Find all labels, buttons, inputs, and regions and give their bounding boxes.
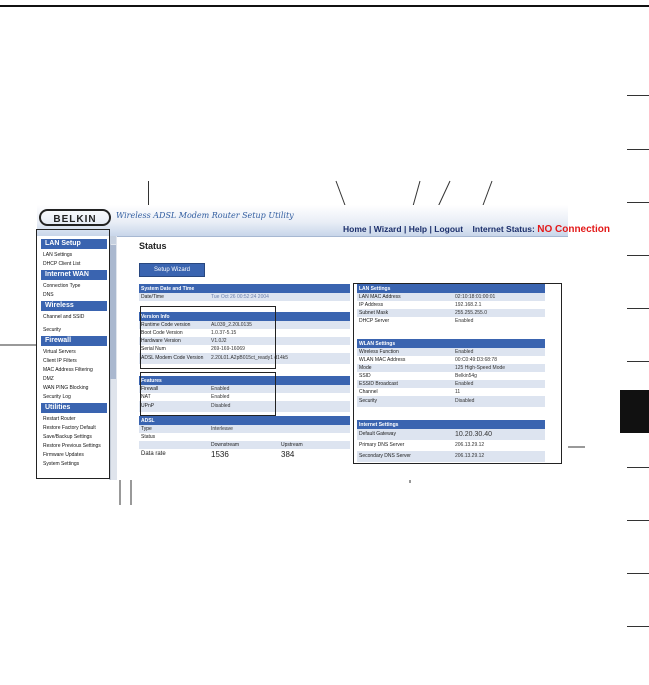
row-value: V1.0J2 xyxy=(209,337,350,345)
row-label: Status xyxy=(141,434,156,440)
sidebar-item-lan-settings[interactable]: LAN Settings xyxy=(43,252,73,258)
sidebar-item-dns[interactable]: DNS xyxy=(43,292,54,298)
table-header: Features xyxy=(139,376,350,385)
table-header: Internet Settings xyxy=(357,420,545,429)
row-label: Security xyxy=(357,396,453,407)
features-callout-frame xyxy=(140,372,276,416)
network-info-callout-frame xyxy=(353,283,562,464)
sidebar-item-connection-type[interactable]: Connection Type xyxy=(43,283,81,289)
version-info-callout-frame xyxy=(140,306,276,369)
row-value: 125 High-Speed Mode xyxy=(453,364,545,372)
row-label: ESSID Broadcast xyxy=(357,380,453,388)
data-rate-upstream: 384 xyxy=(281,450,295,459)
sidebar-item-channel-ssid[interactable]: Channel and SSID xyxy=(43,314,85,320)
row-value xyxy=(209,433,350,441)
row-value: Disabled xyxy=(209,401,350,412)
row-label: Runtime Code version xyxy=(139,321,209,329)
row-value: Enabled xyxy=(453,380,545,388)
row-label: Secondary DNS Server xyxy=(357,451,453,462)
row-value: Enabled xyxy=(455,318,474,324)
nav-separator: | xyxy=(429,224,432,234)
sidebar-section-firewall[interactable]: Firewall xyxy=(41,336,107,346)
row-value: 10.20.30.40 xyxy=(453,429,545,440)
row-value: 11 xyxy=(455,389,461,395)
row-label: ADSL Modem Code Version xyxy=(139,353,209,364)
page-title: Status xyxy=(139,241,167,251)
belkin-logo: BELKIN xyxy=(39,209,111,226)
row-value: Enabled xyxy=(211,394,230,400)
row-value: Enabled xyxy=(209,385,350,393)
row-label: UPnP xyxy=(139,401,209,412)
sidebar-item-restart-router[interactable]: Restart Router xyxy=(43,416,76,422)
nav-logout-link[interactable]: Logout xyxy=(434,224,464,234)
data-rate-label: Data rate xyxy=(141,451,166,457)
sidebar-section-utilities[interactable]: Utilities xyxy=(41,403,107,413)
table-header: ADSL xyxy=(139,416,350,425)
row-label: DHCP Server xyxy=(359,318,390,324)
row-label: NAT xyxy=(141,394,151,400)
nav-separator: | xyxy=(369,224,372,234)
row-label: Date/Time xyxy=(139,293,209,301)
sidebar-item-wan-ping-blocking[interactable]: WAN PING Blocking xyxy=(43,385,89,391)
row-label: Type xyxy=(139,425,209,433)
row-label: Channel xyxy=(359,389,378,395)
sidebar-item-restore-factory-default[interactable]: Restore Factory Default xyxy=(43,425,96,431)
table-header: Version Info xyxy=(139,312,350,321)
row-label: LAN MAC Address xyxy=(357,293,453,301)
row-label: Primary DNS Server xyxy=(359,442,405,448)
sidebar-item-virtual-servers[interactable]: Virtual Servers xyxy=(43,349,76,355)
sidebar-item-security-log[interactable]: Security Log xyxy=(43,394,71,400)
top-navigation xyxy=(343,224,610,235)
app-title: Wireless ADSL Modem Router Setup Utility xyxy=(116,211,294,220)
row-value: 269-169-16069 xyxy=(211,346,245,352)
row-label: WLAN MAC Address xyxy=(359,357,406,363)
scrollbar-up-arrow-icon[interactable] xyxy=(110,236,116,244)
sidebar-item-restore-previous-settings[interactable]: Restore Previous Settings xyxy=(43,443,101,449)
rate-header-downstream: Downstream xyxy=(209,441,279,449)
row-label: Serial Num xyxy=(141,346,166,352)
row-label: Default Gateway xyxy=(357,429,453,440)
row-label: Wireless Function xyxy=(357,348,453,356)
sidebar-section-internet-wan[interactable]: Internet WAN xyxy=(41,270,107,280)
rate-header-upstream: Upstream xyxy=(279,441,350,449)
row-value: AL039_2.20L0135 xyxy=(209,321,350,329)
scrollbar-thumb[interactable] xyxy=(110,245,116,379)
internet-status-value: NO Connection xyxy=(537,224,611,235)
row-value: 1.0.37-5.15 xyxy=(211,330,237,336)
row-value: 206.13.29.12 xyxy=(453,451,545,462)
row-value: 00:C0:49:D3:68:78 xyxy=(455,357,497,363)
row-label: Mode xyxy=(357,364,453,372)
table-header: System Date and Time xyxy=(139,284,350,293)
row-value: Disabled xyxy=(453,396,545,407)
row-label xyxy=(139,441,209,449)
table-header: WLAN Settings xyxy=(357,339,545,348)
row-value: 192.168.2.1 xyxy=(455,302,482,308)
setup-wizard-button[interactable]: Setup Wizard xyxy=(139,263,205,277)
nav-home-link[interactable]: Home xyxy=(343,224,367,234)
row-label: Firewall xyxy=(139,385,209,393)
sidebar-item-dhcp-client-list[interactable]: DHCP Client List xyxy=(43,261,81,267)
sidebar-callout-frame xyxy=(36,229,110,479)
row-value: 2.20L01.A2pB015ct_ready1 d14k5 xyxy=(209,353,350,364)
system-date-time-table xyxy=(139,284,350,301)
row-label: IP Address xyxy=(359,302,384,308)
row-value: 02:10:18:01:00:01 xyxy=(453,293,545,301)
sidebar-item-dmz[interactable]: DMZ xyxy=(43,376,54,382)
sidebar-item-system-settings[interactable]: System Settings xyxy=(43,461,80,467)
sidebar-item-mac-filtering[interactable]: MAC Address Filtering xyxy=(43,367,93,373)
sidebar-item-client-ip-filters[interactable]: Client IP Filters xyxy=(43,358,77,364)
row-value: Enabled xyxy=(453,348,545,356)
sidebar-section-lan-setup[interactable]: LAN Setup xyxy=(41,239,107,249)
sidebar-item-save-backup-settings[interactable]: Save/Backup Settings xyxy=(43,434,92,440)
sidebar-item-security[interactable]: Security xyxy=(43,327,62,333)
table-header: LAN Settings xyxy=(357,284,545,293)
row-value: 206.13.29.12 xyxy=(455,442,485,448)
row-label: Hardware Version xyxy=(139,337,209,345)
adsl-table xyxy=(139,416,350,460)
nav-separator: | xyxy=(403,224,407,234)
internet-status-label: Internet Status: xyxy=(472,224,535,234)
row-label: Boot Code Version xyxy=(141,330,183,336)
row-value: 255.255.255.0 xyxy=(453,309,545,317)
row-value: Interleave xyxy=(209,425,350,433)
row-label: Subnet Mask xyxy=(357,309,453,317)
row-value: Tue Oct 26 00:52:24 2004 xyxy=(209,293,350,301)
header-banner xyxy=(37,205,611,237)
sidebar-section-wireless[interactable]: Wireless xyxy=(41,301,107,311)
row-label: SSID xyxy=(359,373,371,379)
nav-wizard-link[interactable]: Wizard xyxy=(373,224,402,234)
nav-help-link[interactable]: Help xyxy=(408,224,428,234)
row-value: Belkin54g xyxy=(455,373,477,379)
sidebar-item-firmware-updates[interactable]: Firmware Updates xyxy=(43,452,84,458)
data-rate-downstream: 1536 xyxy=(211,450,229,459)
